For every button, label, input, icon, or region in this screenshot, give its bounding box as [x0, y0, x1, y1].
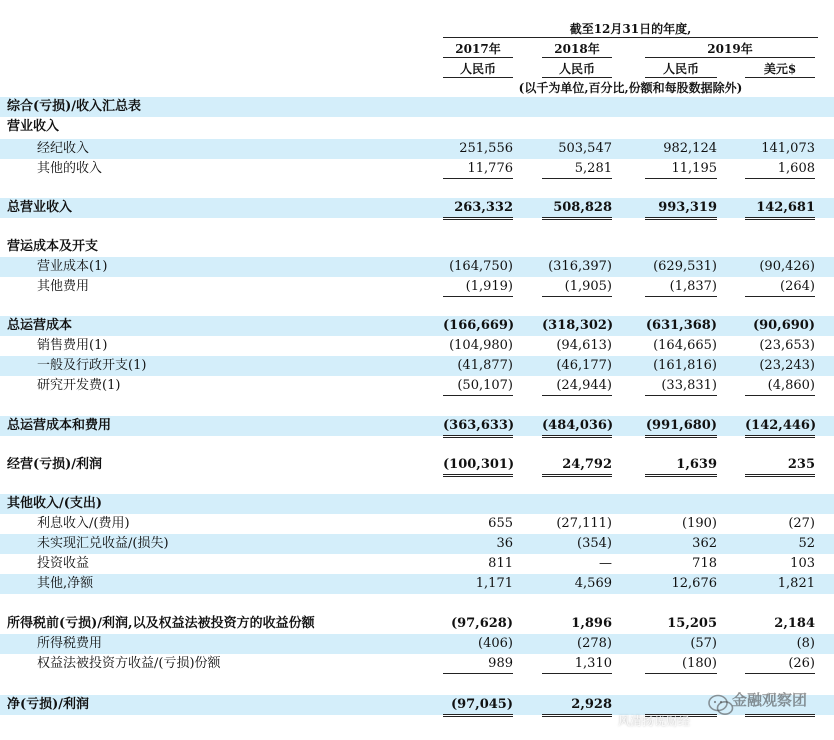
row-label: 营业成本(1): [37, 259, 108, 274]
row-label: 总运营成本: [7, 318, 73, 333]
row-value: 1,821: [777, 576, 815, 591]
table-row: [0, 634, 834, 654]
row-value: 1,608: [777, 161, 815, 176]
table-row: [0, 198, 834, 218]
double-underline: [745, 217, 815, 220]
row-value: (4,860): [767, 378, 815, 393]
row-value: (104,980): [449, 338, 513, 353]
row-value: 235: [787, 457, 815, 472]
row-value: (27,111): [556, 516, 612, 531]
double-underline: [645, 217, 717, 220]
double-underline: [542, 474, 612, 477]
row-value: (8): [796, 636, 815, 651]
unit-note: (以千为单位,百分比,份额和每股数据除外): [518, 81, 743, 95]
single-underline: [745, 296, 815, 297]
row-label: 投资收益: [37, 556, 90, 571]
row-value: 508,828: [553, 200, 612, 215]
row-label: 经纪收入: [37, 141, 90, 156]
year-rule: [443, 57, 513, 58]
table-row: [0, 416, 834, 436]
single-underline: [542, 178, 612, 179]
currency-header-2017: 人民币: [459, 62, 496, 76]
double-underline: [443, 714, 513, 717]
double-underline: [645, 435, 717, 438]
row-value: 4,569: [574, 576, 612, 591]
row-label: 总营业收入: [7, 200, 73, 215]
watermark-title: 金融观察团: [732, 691, 808, 709]
table-row: [0, 257, 834, 277]
row-value: (264): [780, 279, 815, 294]
currency-rule: [645, 77, 717, 78]
row-value: 12,676: [671, 576, 717, 591]
table-row: [0, 97, 834, 117]
row-value: (406): [478, 636, 513, 651]
row-label: 研究开发费(1): [37, 378, 121, 393]
row-value: 24,792: [562, 457, 612, 472]
row-value: 142,681: [756, 200, 815, 215]
row-label: 其他收入/(支出): [7, 496, 103, 511]
single-underline: [645, 178, 717, 179]
year-2018-header: 2018年: [554, 42, 600, 56]
row-value: —: [599, 556, 612, 571]
row-value: 989: [488, 656, 513, 671]
currency-rule: [542, 77, 612, 78]
row-label: 营运成本及开支: [7, 239, 99, 254]
row-value: (1,905): [564, 279, 612, 294]
row-label: 经营(亏损)/利润: [7, 457, 103, 472]
single-underline: [645, 296, 717, 297]
row-value: 2,184: [774, 616, 815, 631]
row-value: 5,281: [574, 161, 612, 176]
table-row: [0, 159, 834, 179]
row-label: 一般及行政开支(1): [37, 358, 147, 373]
row-value: (27): [788, 516, 815, 531]
table-row: [0, 336, 834, 356]
table-row: [0, 654, 834, 674]
row-value: (41,877): [457, 358, 513, 373]
row-label: 所得税费用: [37, 636, 103, 651]
single-underline: [745, 178, 815, 179]
row-value: 1,896: [571, 616, 612, 631]
row-label: 净(亏损)/利润: [7, 697, 90, 712]
currency-header-2018: 人民币: [558, 62, 595, 76]
table-row: [0, 514, 834, 534]
row-value: (24,944): [556, 378, 612, 393]
row-value: (90,426): [759, 259, 815, 274]
row-value: (142,446): [745, 418, 817, 433]
row-label: 利息收入/(费用): [37, 516, 130, 531]
double-underline: [645, 474, 717, 477]
single-underline: [645, 673, 717, 674]
row-value: (316,397): [548, 259, 612, 274]
row-label: 综合(亏损)/收入汇总表: [7, 99, 142, 114]
single-underline: [745, 673, 815, 674]
row-value: (631,368): [645, 318, 717, 333]
row-value: (94,613): [556, 338, 612, 353]
double-underline: [542, 435, 612, 438]
row-value: 655: [488, 516, 513, 531]
table-row: [0, 139, 834, 159]
single-underline: [542, 395, 612, 396]
row-value: (318,302): [542, 318, 614, 333]
fiscal-period-header: 截至12月31日的年度,: [569, 22, 692, 36]
row-label: 权益法被投资方收益/(亏损)份额: [37, 656, 221, 671]
row-value: 362: [692, 536, 717, 551]
row-value: (1,837): [669, 279, 717, 294]
table-row: [0, 356, 834, 376]
row-value: (26): [788, 656, 815, 671]
row-value: (90,690): [752, 318, 815, 333]
row-label: 销售费用(1): [37, 338, 108, 353]
double-underline: [745, 435, 815, 438]
single-underline: [542, 673, 612, 674]
table-row: [0, 376, 834, 396]
row-value: (484,036): [542, 418, 614, 433]
row-value: (100,301): [443, 457, 515, 472]
row-value: (33,831): [661, 378, 717, 393]
row-value: (57): [690, 636, 717, 651]
double-underline: [443, 474, 513, 477]
currency-rule: [745, 77, 815, 78]
row-value: 982,124: [663, 141, 717, 156]
row-value: 1,639: [676, 457, 717, 472]
table-row: [0, 574, 834, 594]
row-value: (161,816): [653, 358, 717, 373]
table-row: [0, 554, 834, 574]
watermark-subtitle: 风清扬说财经: [618, 714, 691, 728]
table-row: [0, 455, 834, 475]
year-2017-header: 2017年: [455, 42, 501, 56]
table-row: [0, 117, 834, 137]
row-value: (164,665): [653, 338, 717, 353]
currency-header-2019-rmb: 人民币: [662, 62, 699, 76]
row-value: (180): [682, 656, 717, 671]
row-value: 503,547: [558, 141, 612, 156]
row-value: 718: [692, 556, 717, 571]
row-label: 所得税前(亏损)/利润,以及权益法被投资方的收益份额: [7, 616, 315, 631]
year-2019-header: 2019年: [707, 42, 753, 56]
row-value: (1,919): [465, 279, 513, 294]
single-underline: [542, 296, 612, 297]
row-value: 993,319: [658, 200, 717, 215]
row-label: 其他,净额: [37, 576, 94, 591]
row-value: (278): [577, 636, 612, 651]
row-value: 141,073: [761, 141, 815, 156]
row-label: 总运营成本和费用: [7, 418, 112, 433]
table-row: [0, 237, 834, 257]
row-value: (46,177): [556, 358, 612, 373]
row-value: 11,776: [467, 161, 513, 176]
row-value: (354): [577, 536, 612, 551]
row-value: 811: [488, 556, 513, 571]
row-value: 36: [496, 536, 513, 551]
row-value: (991,680): [645, 418, 717, 433]
row-value: (629,531): [653, 259, 717, 274]
row-value: 251,556: [459, 141, 513, 156]
row-label: 营业收入: [7, 119, 60, 134]
row-label: 未实现汇兑收益/(损失): [37, 536, 169, 551]
row-value: 2,928: [571, 697, 612, 712]
row-value: 15,205: [667, 616, 717, 631]
row-value: 103: [790, 556, 815, 571]
double-underline: [745, 474, 815, 477]
table-row: [0, 534, 834, 554]
year-rule: [542, 57, 612, 58]
double-underline: [542, 217, 612, 220]
double-underline: [443, 217, 513, 220]
single-underline: [443, 296, 513, 297]
currency-header-2019-usd: 美元$: [763, 62, 797, 76]
single-underline: [443, 673, 513, 674]
single-underline: [443, 395, 513, 396]
row-value: 1,171: [475, 576, 513, 591]
table-row: [0, 277, 834, 297]
single-underline: [443, 178, 513, 179]
row-label: 其他费用: [37, 279, 90, 294]
row-value: (97,628): [450, 616, 513, 631]
year-rule: [645, 57, 815, 58]
table-row: [0, 614, 834, 634]
row-value: (97,045): [450, 697, 513, 712]
row-value: (50,107): [457, 378, 513, 393]
row-value: 52: [798, 536, 815, 551]
row-value: (23,653): [759, 338, 815, 353]
row-value: 263,332: [454, 200, 513, 215]
single-underline: [745, 395, 815, 396]
double-underline: [443, 435, 513, 438]
row-value: (190): [682, 516, 717, 531]
row-label: 其他的收入: [37, 161, 103, 176]
row-value: 11,195: [671, 161, 717, 176]
header-rule: [443, 37, 818, 38]
table-row: [0, 494, 834, 514]
row-value: (363,633): [443, 418, 515, 433]
single-underline: [645, 395, 717, 396]
row-value: 1,310: [574, 656, 612, 671]
row-value: (164,750): [449, 259, 513, 274]
row-value: (23,243): [759, 358, 815, 373]
double-underline: [542, 714, 612, 717]
currency-rule: [443, 77, 513, 78]
row-value: (166,669): [443, 318, 515, 333]
table-row: [0, 316, 834, 336]
